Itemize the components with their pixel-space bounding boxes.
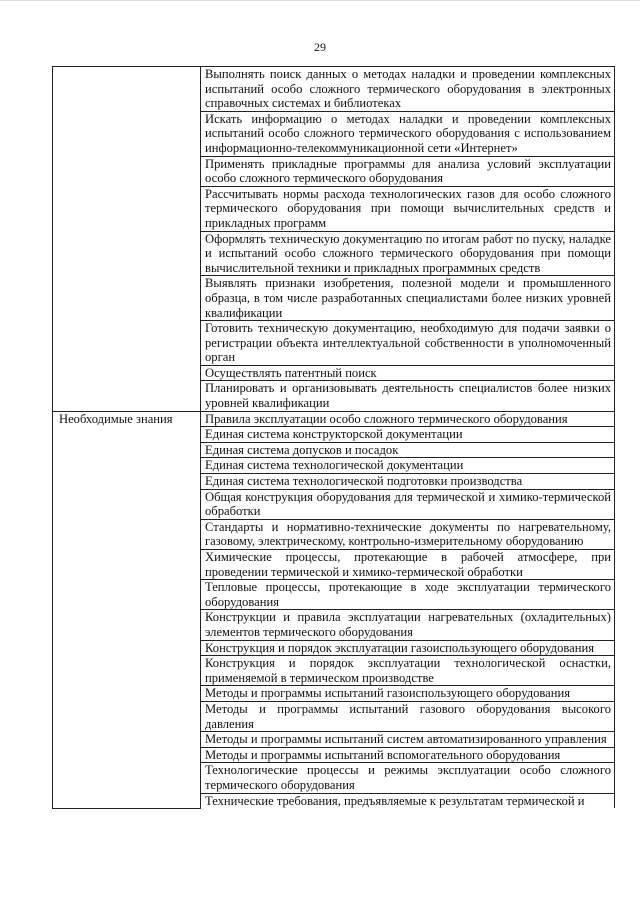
knowledge-item: Технические требования, предъявляемые к результатам термической и — [201, 793, 615, 808]
table-row — [53, 67, 615, 112]
table-row — [53, 411, 615, 427]
skill-item: Выполнять поиск данных о методах наладки и проведении комплексных испытаний особо сложного термического оборудования в электронных справочных системах и библиотеках — [201, 67, 615, 112]
skill-item: Рассчитывать нормы расхода технологических газов для особо сложного термического оборудования при помощи вычислительных средств и прикладных программ — [201, 186, 615, 231]
knowledge-item: Единая система технологической подготовки производства — [201, 474, 615, 490]
knowledge-item: Стандарты и нормативно-технические документы по нагревательному, газовому, электрическому, контрольно-измерительному оборудованию — [201, 519, 615, 549]
skill-item: Выявлять признаки изобретения, полезной модели и промышленного образца, в том числе разработанных специалистами более низких уровней квалификации — [201, 276, 615, 321]
skills-label-cell — [53, 67, 201, 412]
knowledge-item: Методы и программы испытаний газового оборудования высокого давления — [201, 701, 615, 731]
competency-table-wrap — [52, 66, 614, 809]
knowledge-label-cell: Необходимые знания — [53, 411, 201, 808]
skill-item: Планировать и организовывать деятельность специалистов более низких уровней квалификации — [201, 381, 615, 411]
skill-item: Применять прикладные программы для анализа условий эксплуатации особо сложного термического оборудования — [201, 156, 615, 186]
knowledge-item: Правила эксплуатации особо сложного термического оборудования — [201, 411, 615, 427]
knowledge-item: Единая система допусков и посадок — [201, 442, 615, 458]
knowledge-item: Методы и программы испытаний систем автоматизированного управления — [201, 732, 615, 748]
knowledge-item: Методы и программы испытаний вспомогательного оборудования — [201, 747, 615, 763]
knowledge-item: Конструкция и порядок эксплуатации газоиспользующего оборудования — [201, 640, 615, 656]
skill-item: Осуществлять патентный поиск — [201, 365, 615, 381]
skill-item: Готовить техническую документацию, необходимую для подачи заявки о регистрации объекта интеллектуальной собственности в уполномоченный орган — [201, 321, 615, 366]
knowledge-item: Технологические процессы и режимы эксплуатации особо сложного термического оборудования — [201, 763, 615, 793]
knowledge-item: Конструкция и порядок эксплуатации технологической оснастки, применяемой в термическом производстве — [201, 656, 615, 686]
page-number: 29 — [314, 40, 326, 54]
knowledge-item: Конструкции и правила эксплуатации нагревательных (охладительных) элементов термического оборудования — [201, 610, 615, 640]
skill-item: Искать информацию о методах наладки и проведении комплексных испытаний особо сложного термического оборудования с использованием информационно-телекоммуникационной сети «Интернет» — [201, 111, 615, 156]
competency-table — [52, 66, 615, 809]
knowledge-item: Общая конструкция оборудования для термической и химико-термической обработки — [201, 489, 615, 519]
page-top-edge — [0, 0, 640, 1]
skill-item: Оформлять техническую документацию по итогам работ по пуску, наладке и испытаний особо сложного термического оборудования при помощи вычислительной техники и прикладных программных средств — [201, 231, 615, 276]
knowledge-item: Химические процессы, протекающие в рабочей атмосфере, при проведении термической и химико-термической обработки — [201, 550, 615, 580]
knowledge-item: Единая система технологической документации — [201, 458, 615, 474]
knowledge-item: Методы и программы испытаний газоиспользующего оборудования — [201, 686, 615, 702]
knowledge-item: Единая система конструкторской документации — [201, 427, 615, 443]
knowledge-item: Тепловые процессы, протекающие в ходе эксплуатации термического оборудования — [201, 580, 615, 610]
